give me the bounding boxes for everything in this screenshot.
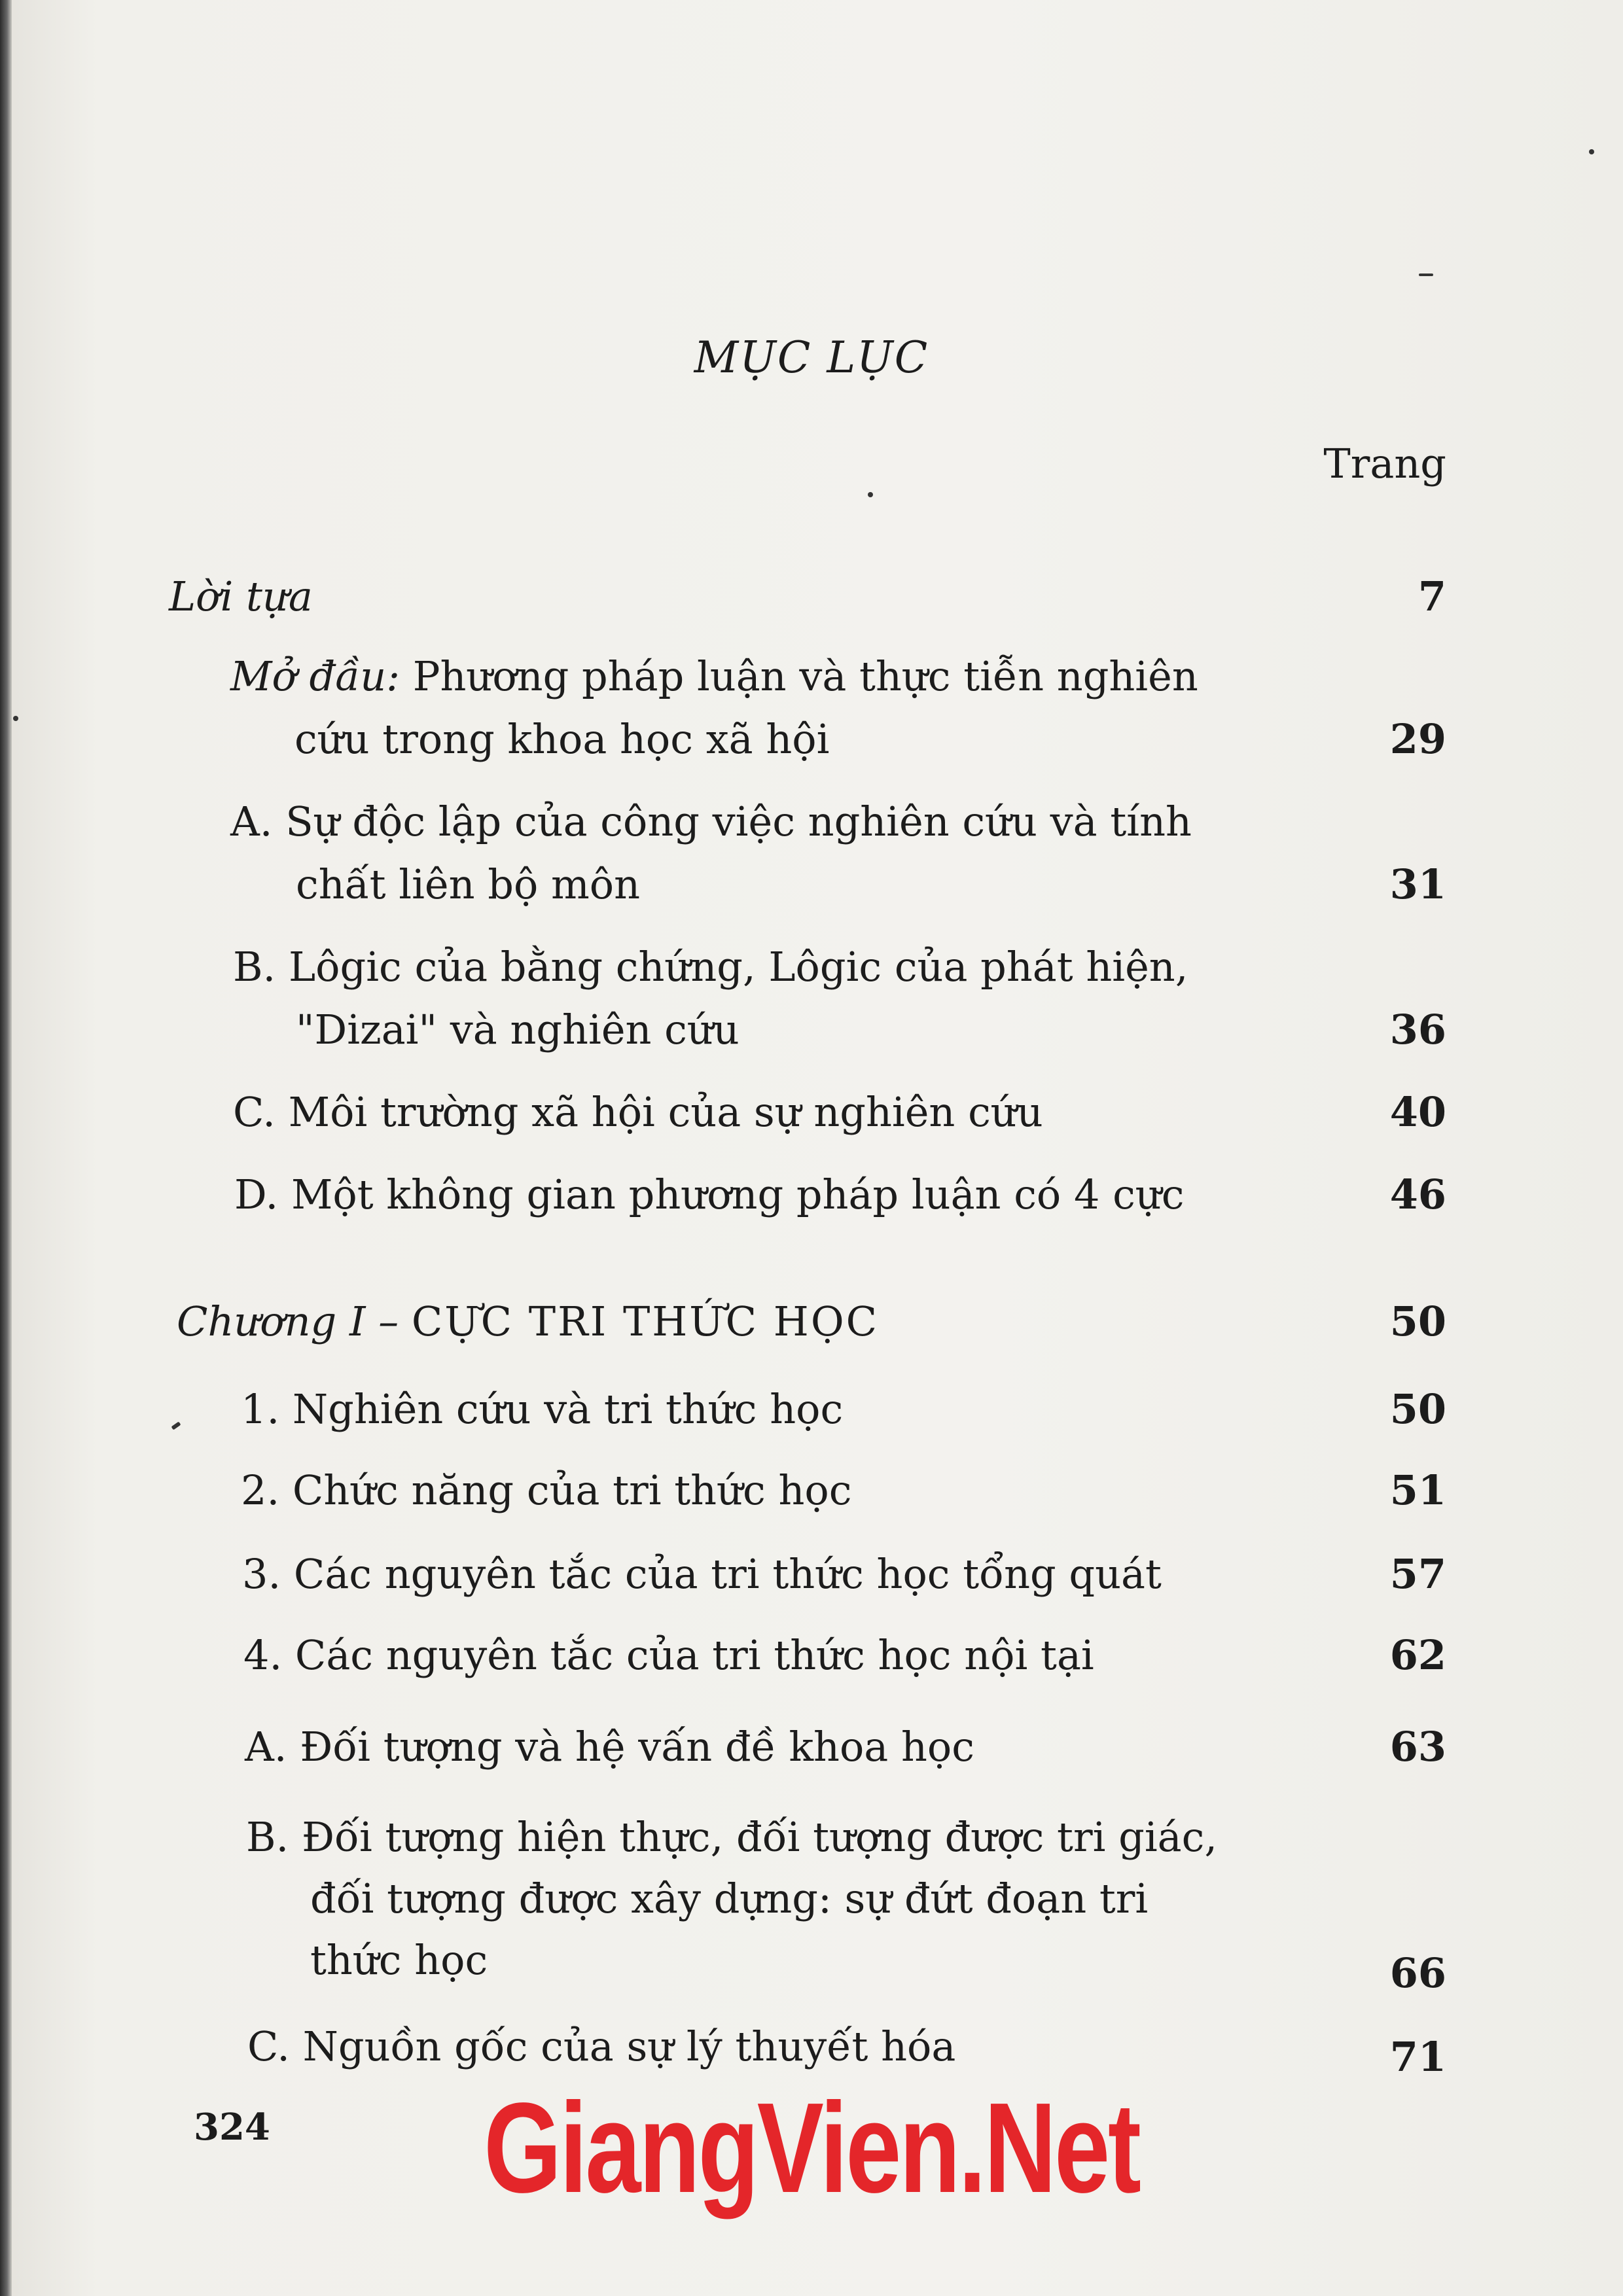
ink-speck <box>171 1422 181 1430</box>
entry-page: 63 <box>1389 1723 1446 1771</box>
ink-speck <box>13 716 18 721</box>
entry-title: Các nguyên tắc của tri thức học nội tại <box>294 1631 1094 1679</box>
entry-title-line-2: "Dizai" và nghiên cứu <box>296 1006 740 1053</box>
entry-label: B. <box>246 1813 289 1861</box>
entry-page: 7 <box>1418 573 1446 620</box>
entry-title: Lời tựa <box>169 573 313 620</box>
entry-label: Chương I – <box>177 1298 399 1345</box>
entry-page: 50 <box>1389 1298 1446 1345</box>
entry-title-line-1: Đối tượng hiện thực, đối tượng được tri giác, <box>302 1813 1218 1861</box>
entry-title: CỰC TRI THỨC HỌC <box>411 1298 880 1345</box>
entry-label: D. <box>234 1171 279 1218</box>
entry-title: Các nguyên tắc của tri thức học tổng quát <box>293 1550 1162 1598</box>
entry-label: B. <box>233 943 276 991</box>
entry-label: C. <box>233 1088 276 1136</box>
entry-label: 1. <box>241 1385 280 1433</box>
entry-title: Chức năng của tri thức học <box>292 1466 852 1514</box>
ink-speck <box>1419 274 1433 276</box>
entry-label: A. <box>245 1723 287 1771</box>
entry-label: 4. <box>243 1631 283 1679</box>
entry-page: 50 <box>1389 1385 1446 1433</box>
entry-page: 46 <box>1389 1171 1446 1218</box>
entry-page: 71 <box>1389 2033 1446 2081</box>
entry-title: Môi trường xã hội của sự nghiên cứu <box>288 1088 1043 1136</box>
entry-page: 57 <box>1389 1550 1446 1598</box>
watermark-text: GiangVien.Net <box>484 2076 1139 2219</box>
entry-page: 31 <box>1389 860 1446 908</box>
toc-title: MỤC LỤC <box>694 332 929 383</box>
entry-title-line-1: Sự độc lập của công việc nghiên cứu và tính <box>285 798 1192 845</box>
entry-title: Một không gian phương pháp luận có 4 cực <box>291 1171 1185 1218</box>
page-number: 324 <box>194 2106 270 2149</box>
entry-page: 36 <box>1389 1006 1446 1053</box>
entry-title: Nguồn gốc của sự lý thuyết hóa <box>302 2022 956 2070</box>
entry-title-line-2: chất liên bộ môn <box>296 860 641 908</box>
ink-speck <box>868 492 873 497</box>
entry-label: C. <box>247 2022 290 2070</box>
entry-title-line-1: Lôgic của bằng chứng, Lôgic của phát hiện, <box>289 943 1188 991</box>
entry-page: 66 <box>1389 1949 1446 1997</box>
entry-label: A. <box>230 798 273 845</box>
entry-page: 40 <box>1389 1088 1446 1136</box>
page-column-header: Trang <box>1323 440 1446 487</box>
entry-title-line-2: cứu trong khoa học xã hội <box>294 715 830 763</box>
entry-label: 3. <box>242 1550 281 1598</box>
entry-page: 62 <box>1389 1631 1446 1679</box>
entry-title: Nghiên cứu và tri thức học <box>292 1385 844 1433</box>
entry-title-line-1: Phương pháp luận và thực tiễn nghiên <box>412 652 1198 700</box>
entry-label: Mở đầu: <box>230 652 401 700</box>
entry-page: 51 <box>1389 1466 1446 1514</box>
entry-title-line-3: thức học <box>310 1936 488 1984</box>
entry-title-line-2: đối tượng được xây dựng: sự đứt đoạn tri <box>310 1875 1149 1922</box>
entry-label: 2. <box>241 1466 280 1514</box>
entry-page: 29 <box>1389 715 1446 763</box>
ink-speck <box>1589 149 1594 154</box>
entry-title: Đối tượng và hệ vấn đề khoa học <box>300 1723 974 1771</box>
